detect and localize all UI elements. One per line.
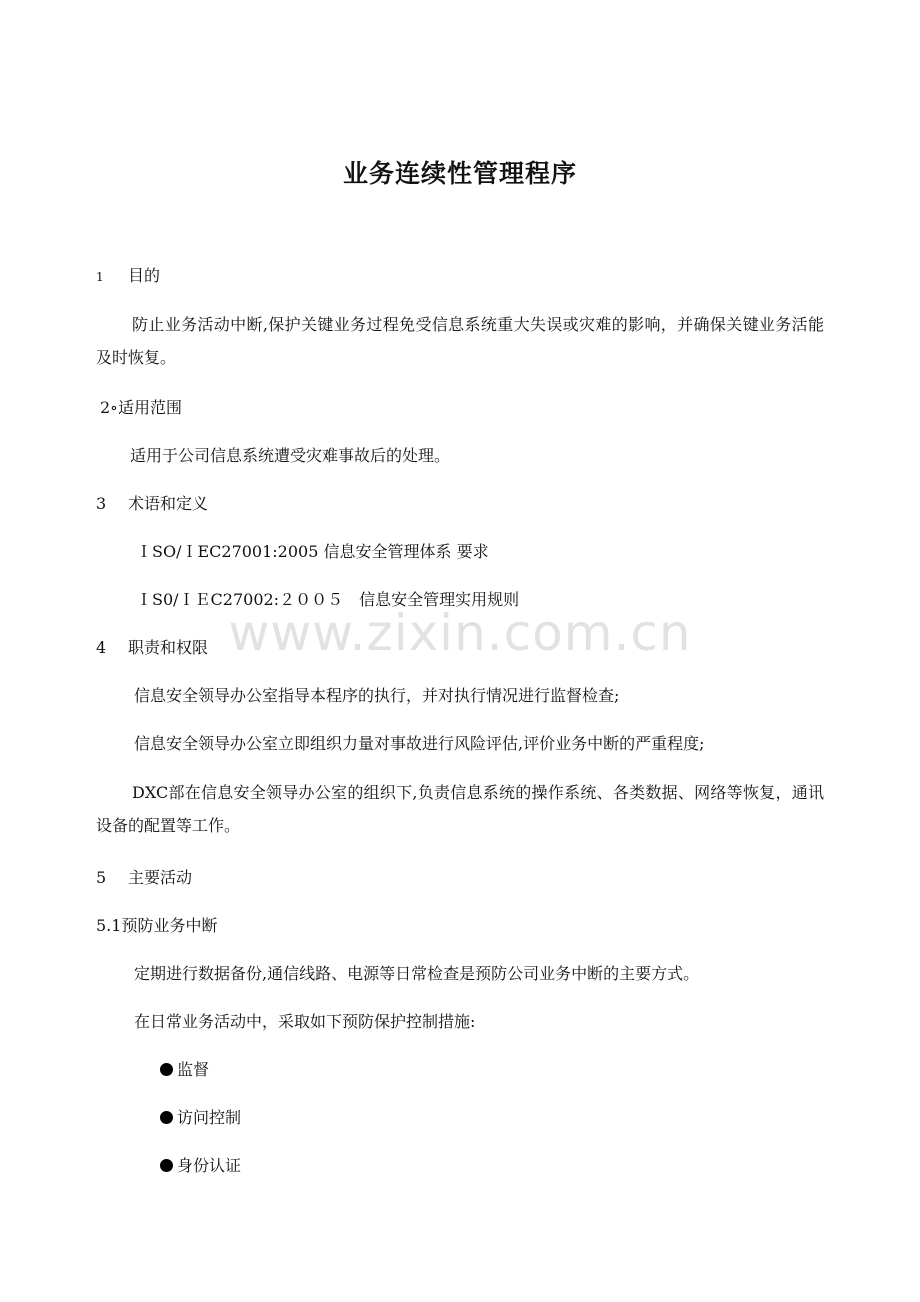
section-1-paragraph: 防止业务活动中断,保护关键业务过程免受信息系统重大失误或灾难的影响，并确保关键业务活能及时恢复。	[96, 315, 824, 367]
document-title: 业务连续性管理程序	[342, 159, 577, 188]
standard-reference-27002: ＩS0/ＩＥC27002:２００５ 信息安全管理实用规则	[136, 590, 520, 609]
section-5-title: 主要活动	[128, 868, 193, 887]
section-2-heading: 2∘适用范围	[100, 398, 183, 417]
bullet-item	[160, 1156, 241, 1176]
bullet-dot-icon	[160, 1111, 173, 1124]
section-3-heading	[96, 494, 208, 514]
section-4-paragraph-3: DXC部在信息安全领导办公室的组织下,负责信息系统的操作系统、各类数据、网络等恢复，通讯设备的配置等工作。	[96, 783, 824, 835]
section-4-paragraph-2: 信息安全领导办公室立即组织力量对事故进行风险评估,评价业务中断的严重程度;	[134, 734, 705, 753]
bullet-text: 监督	[177, 1060, 210, 1079]
bullet-dot-icon	[160, 1063, 173, 1076]
section-4-paragraph-1: 信息安全领导办公室指导本程序的执行，并对执行情况进行监督检查;	[134, 686, 620, 705]
section-5-1-paragraph-2: 在日常业务活动中，采取如下预防保护控制措施:	[134, 1012, 476, 1031]
bullet-text: 访问控制	[177, 1108, 242, 1127]
watermark-text: www.zixin.com.cn	[228, 604, 692, 662]
section-4-title: 职责和权限	[128, 638, 209, 657]
bullet-dot-icon	[160, 1159, 173, 1172]
section-5-number: 5	[96, 868, 107, 887]
section-1-number: 1	[96, 270, 104, 284]
section-1-title: 目的	[128, 266, 161, 285]
section-3-title: 术语和定义	[128, 494, 209, 513]
bullet-text: 身份认证	[177, 1156, 242, 1175]
section-4-number: 4	[96, 638, 107, 657]
section-3-number: 3	[96, 494, 107, 513]
section-2-paragraph: 适用于公司信息系统遭受灾难事故后的处理。	[130, 446, 451, 465]
standard-reference-27001: ＩSO/ＩEC27001:2005 信息安全管理体系 要求	[136, 542, 489, 561]
subsection-5-1-heading: 5.1预防业务中断	[96, 916, 218, 935]
bullet-item	[160, 1060, 209, 1080]
bullet-item	[160, 1108, 241, 1128]
section-1-heading	[96, 266, 160, 287]
section-5-heading	[96, 868, 192, 888]
section-5-1-paragraph-1: 定期进行数据备份,通信线路、电源等日常检查是预防公司业务中断的主要方式。	[134, 964, 700, 983]
section-4-heading	[96, 638, 208, 658]
